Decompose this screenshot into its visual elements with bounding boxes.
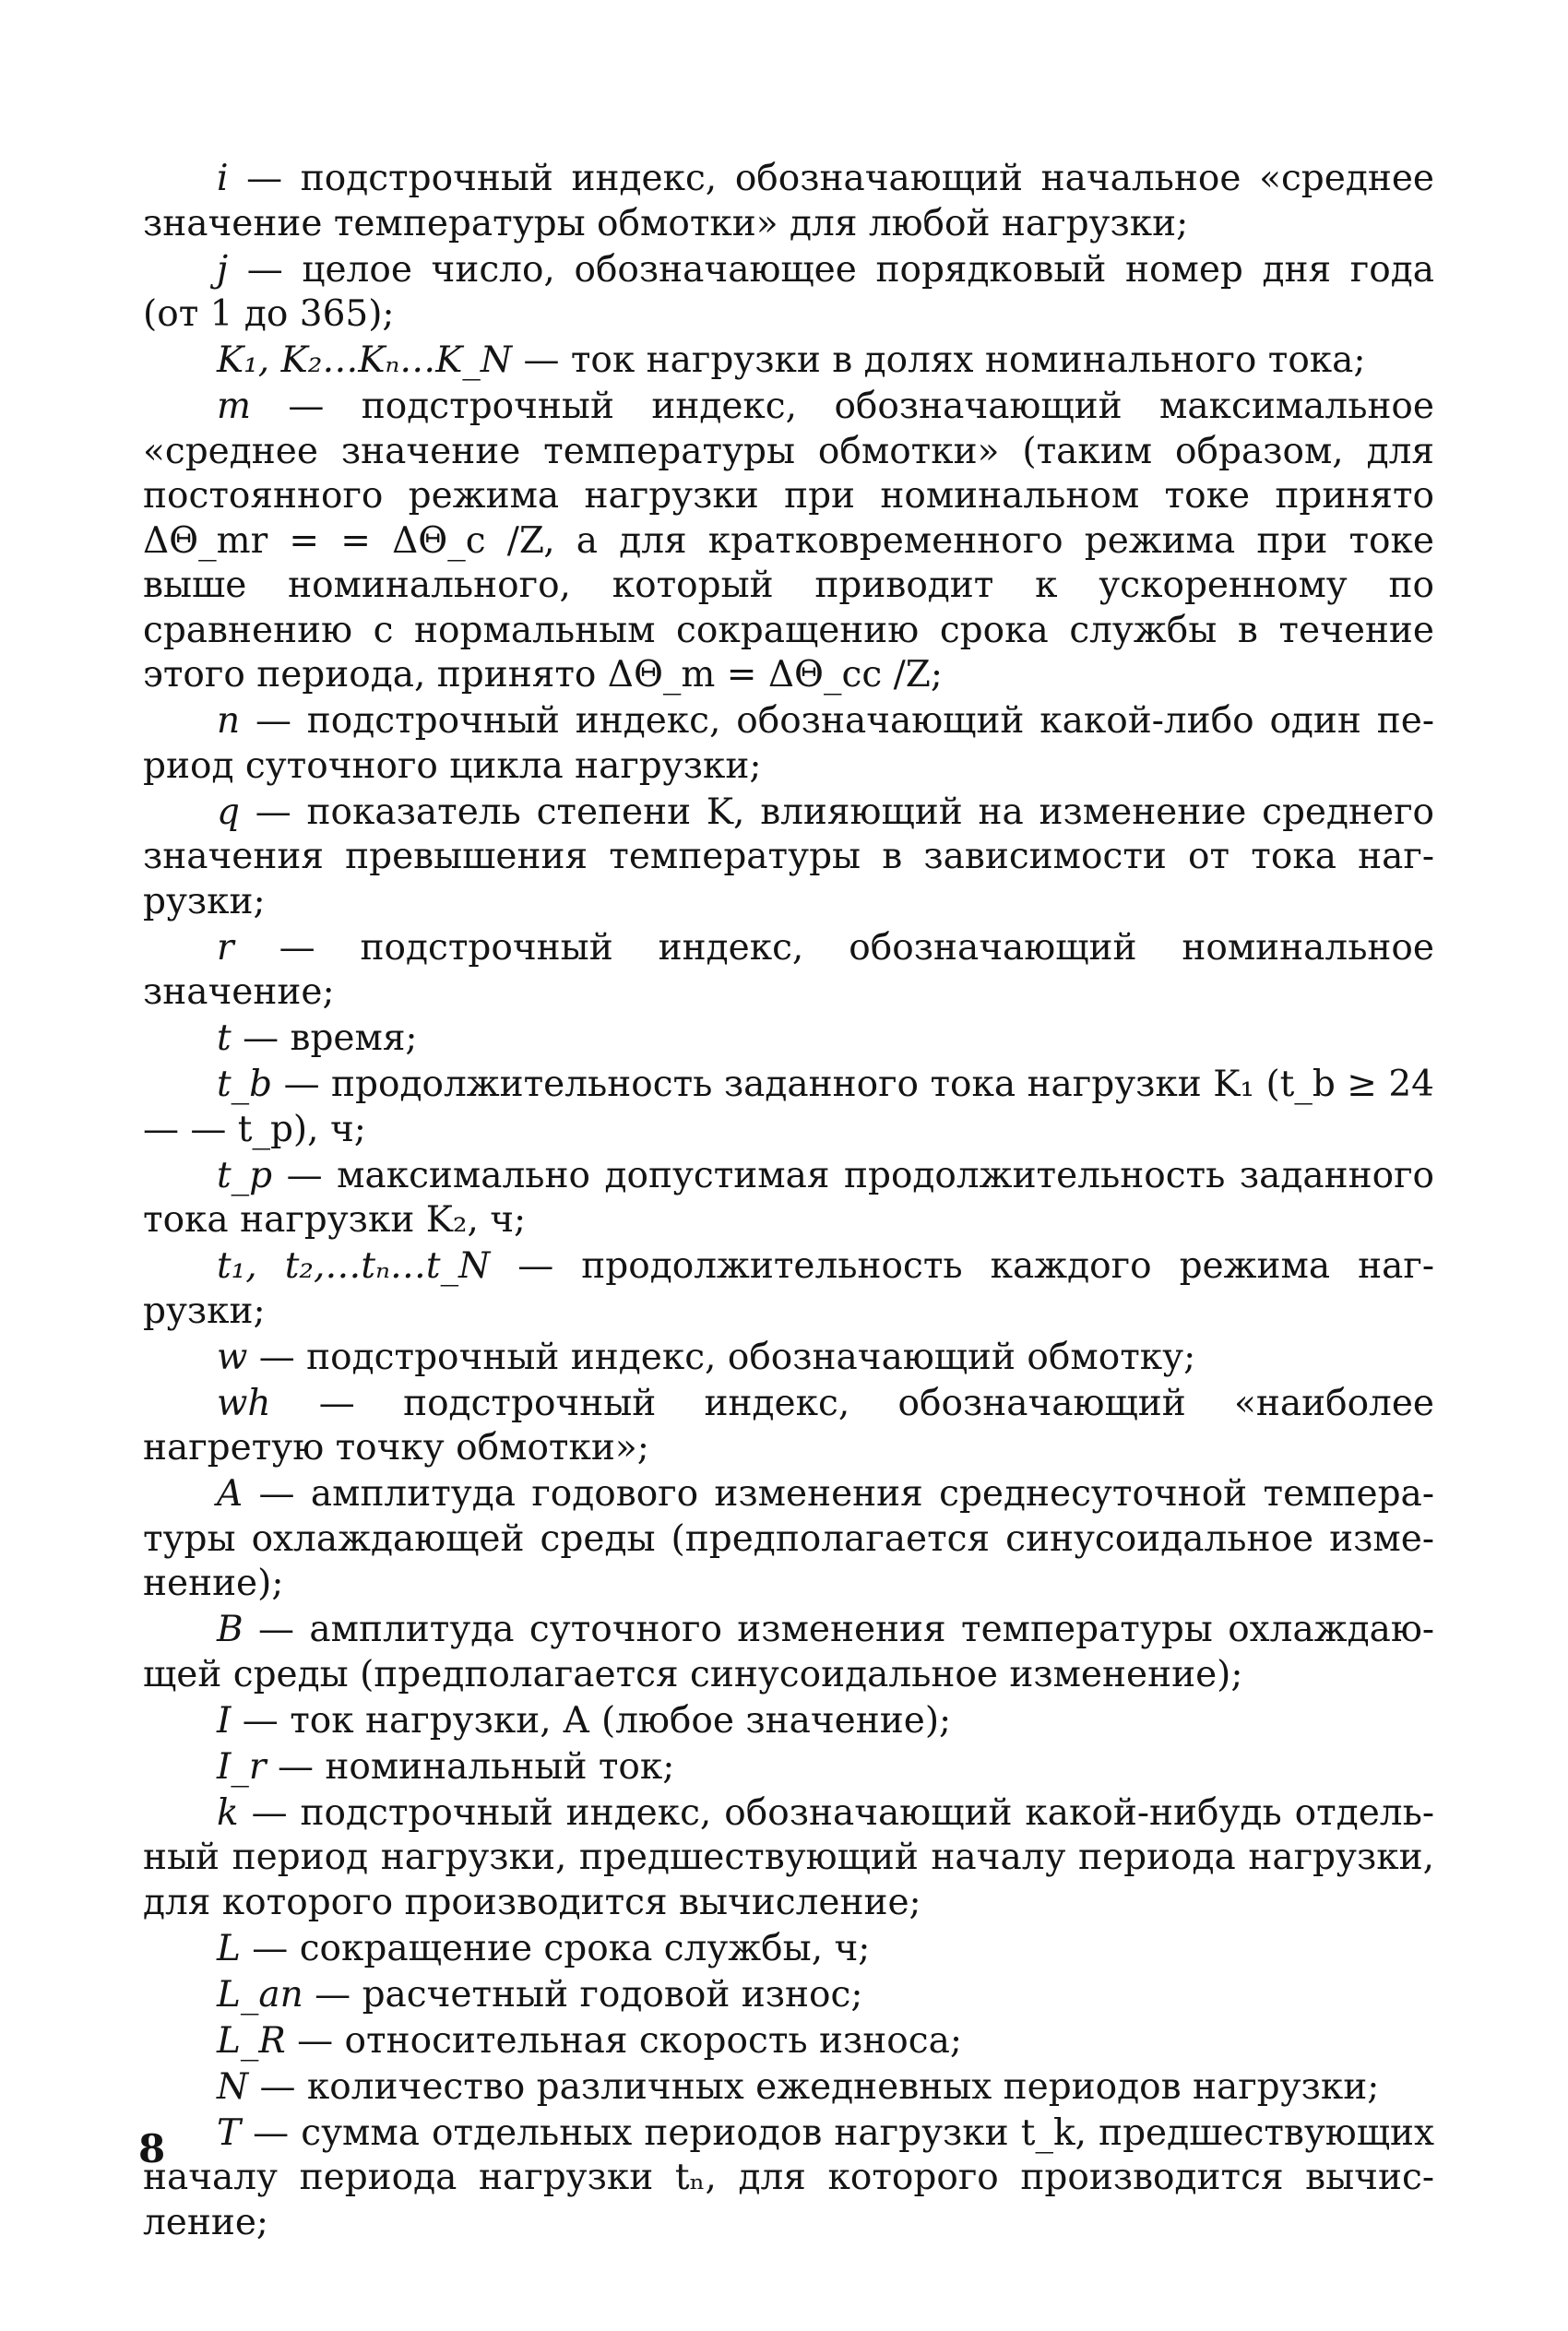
symbol: i xyxy=(217,158,229,199)
symbol: t_p xyxy=(217,1154,273,1196)
symbol: t_b xyxy=(217,1064,273,1105)
definition-text: — подстрочный индекс, обозначающий «наиболее нагретую точку обмотки»; xyxy=(143,1382,1434,1469)
definition-n xyxy=(143,699,1434,789)
symbol: B xyxy=(217,1609,244,1650)
definition-q xyxy=(143,791,1434,925)
definition-text: — подстрочный индекс, обозначающий обмотку; xyxy=(247,1336,1196,1378)
symbol: L xyxy=(217,1927,241,1969)
definition-k xyxy=(143,1791,1434,1926)
definition-text: — сумма отдельных периодов нагрузки t_k, предшествующих началу периода нагрузки tₙ, для которого производится вычисление; xyxy=(143,2111,1434,2243)
definition-text: — целое число, обозначающее порядковый номер дня года (от 1 до 365); xyxy=(143,248,1434,335)
definition-text: — продолжительность каждого режима нагрузки; xyxy=(143,1245,1434,1332)
symbol: m xyxy=(217,386,251,427)
symbol: n xyxy=(217,700,241,742)
definition-w xyxy=(143,1336,1434,1381)
definition-lan xyxy=(143,1973,1434,2018)
definition-t-sum xyxy=(143,2111,1434,2246)
definition-text: — подстрочный индекс, обозначающий начальное «среднее значение температуры обмотки» для любой нагрузки; xyxy=(143,158,1434,244)
definition-text: — продолжительность заданного тока нагрузки K₁ (t_b ≥ 24 — — t_p), ч; xyxy=(143,1064,1434,1150)
symbol: j xyxy=(217,248,229,291)
definition-text: — показатель степени K, влияющий на изменение среднего значения превышения температуры в зависимости от тока нагрузки; xyxy=(143,791,1434,922)
definition-b xyxy=(143,1608,1434,1697)
definition-a xyxy=(143,1472,1434,1607)
symbol: L_R xyxy=(217,2019,286,2062)
definition-l xyxy=(143,1927,1434,1972)
definition-text: — максимально допустимая продолжительность заданного тока нагрузки K₂, ч; xyxy=(143,1154,1434,1241)
definition-t xyxy=(143,1017,1434,1062)
definition-text: — ток нагрузки, А (любое значение); xyxy=(231,1699,952,1742)
definition-wh xyxy=(143,1382,1434,1471)
definition-i-current xyxy=(143,1699,1434,1744)
definition-ir xyxy=(143,1745,1434,1790)
symbol: T xyxy=(217,2111,242,2154)
symbol: L_an xyxy=(217,1973,303,2016)
definition-text: — сокращение срока службы, ч; xyxy=(240,1927,871,1969)
definition-text: — относительная скорость износа; xyxy=(285,2019,962,2062)
symbol: q xyxy=(217,791,240,833)
symbol: N xyxy=(217,2065,249,2108)
definition-text: — количество различных ежедневных периодов нагрузки; xyxy=(248,2065,1380,2108)
definition-text: — подстрочный индекс, обозначающий номинальное значение; xyxy=(143,926,1434,1013)
definition-k-series xyxy=(143,339,1434,384)
symbol: I_r xyxy=(217,1745,267,1788)
definition-m xyxy=(143,385,1434,698)
definition-r xyxy=(143,926,1434,1016)
definition-text: — время; xyxy=(231,1017,418,1059)
symbol: K₁, K₂…Kₙ…K_N xyxy=(217,339,513,381)
symbol: I xyxy=(217,1699,232,1742)
page-number: 8 xyxy=(138,2126,166,2171)
definition-lr xyxy=(143,2019,1434,2064)
definition-text: — номинальный ток; xyxy=(266,1745,675,1788)
definition-tp xyxy=(143,1154,1434,1243)
symbol: r xyxy=(217,926,234,969)
symbol: wh xyxy=(217,1382,271,1424)
symbol: w xyxy=(217,1336,248,1378)
symbol: t xyxy=(217,1017,232,1059)
definition-text: — расчетный годовой износ; xyxy=(303,1973,863,2016)
definition-text: — ток нагрузки в долях номинального тока; xyxy=(512,339,1366,381)
definition-text: — подстрочный индекс, обозначающий какой-либо один период суточного цикла нагрузки; xyxy=(143,700,1434,787)
symbol: A xyxy=(217,1473,244,1515)
definition-t-series xyxy=(143,1244,1434,1334)
definitions-list xyxy=(143,157,1434,2247)
definition-tb xyxy=(143,1063,1434,1152)
definition-n-count xyxy=(143,2065,1434,2111)
definition-i xyxy=(143,157,1434,246)
definition-text: — подстрочный индекс, обозначающий максимальное «среднее значение температуры обмотки» (таким образом, для постоянного режима нагрузки при номинальном токе принято ΔΘ_mr = = ΔΘ_c /Z, а для кратковременного режима при токе выше номинального, который приводит к ускоренному по сравнению с нормальным сокращению срока службы в течение этого периода, принято ΔΘ_m = ΔΘ_cc /Z; xyxy=(143,386,1434,696)
symbol: k xyxy=(217,1791,239,1834)
symbol: t₁, t₂,…tₙ…t_N xyxy=(217,1245,491,1287)
definition-text: — амплитуда годового изменения среднесуточной температуры охлаждающей среды (предполагается синусоидальное изменение); xyxy=(143,1473,1434,1604)
definition-text: — амплитуда суточного изменения температуры охлаждающей среды (предполагается синусоидальное изменение); xyxy=(143,1609,1434,1695)
definition-text: — подстрочный индекс, обозначающий какой-нибудь отдельный период нагрузки, предшествующий началу периода нагрузки, для которого производится вычисление; xyxy=(143,1791,1434,1923)
definition-j xyxy=(143,248,1434,338)
